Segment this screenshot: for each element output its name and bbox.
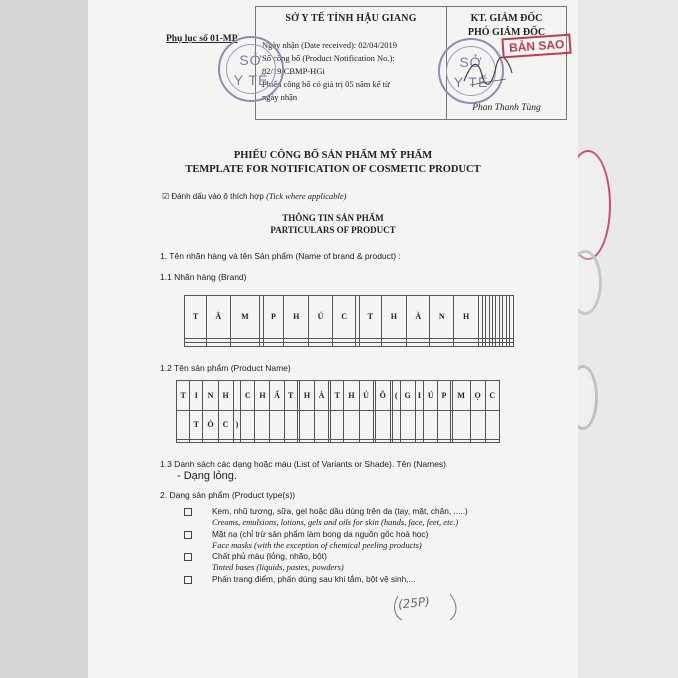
tick-instruction-vn: ☑ Đánh dấu vào ô thích hợp [162, 192, 264, 201]
official-seal-right: SỞ Y TẾ [438, 38, 504, 104]
receipt-box [255, 6, 447, 120]
grid-cell [381, 342, 406, 346]
grid-cell [424, 440, 438, 443]
grid-cell [470, 440, 485, 443]
grid-cell [299, 410, 314, 440]
grid-cell: T [185, 296, 207, 339]
option-4: Phấn trang điểm, phấn dùng sau khi tắm, bột vệ sinh,... [212, 574, 416, 584]
grid-cell [438, 440, 450, 443]
section-title-en: PARTICULARS OF PRODUCT [270, 225, 396, 235]
grid-cell: I [415, 381, 424, 411]
grid-cell: H [344, 381, 359, 411]
grid-cell [485, 440, 499, 443]
grid-cell [344, 410, 359, 440]
grid-cell [233, 381, 241, 411]
department-title: SỞ Y TẾ TỈNH HẬU GIANG [285, 13, 417, 24]
grid-cell [470, 410, 485, 440]
grid-cell [375, 410, 390, 440]
grid-cell [299, 440, 314, 443]
grid-cell: H [454, 296, 479, 339]
grid-cell: Â [207, 296, 231, 339]
grid-cell [485, 410, 499, 440]
grid-row [177, 410, 500, 440]
grid-cell: H [299, 381, 314, 411]
grid-cell: C [332, 296, 356, 339]
validity-line-1: Phiếu công bố có giá trị 05 năm kể từ [262, 79, 390, 89]
grid-cell [309, 342, 333, 346]
grid-cell: H [284, 296, 309, 339]
grid-cell [230, 342, 260, 346]
grid-cell [185, 342, 207, 346]
grid-cell: T [284, 381, 297, 411]
option-checkbox[interactable] [184, 508, 192, 516]
grid-cell: T [359, 296, 381, 339]
grid-cell [270, 410, 284, 440]
grid-cell [255, 440, 270, 443]
notification-no: 82/19/CBMP-HGi [262, 66, 325, 76]
grid-cell: À [314, 381, 328, 411]
grid-cell: M [230, 296, 260, 339]
grid-cell [218, 440, 233, 443]
grid-cell: ) [233, 410, 241, 440]
grid-row [177, 381, 500, 411]
grid-cell [375, 440, 390, 443]
grid-cell [177, 440, 190, 443]
grid-cell [452, 410, 470, 440]
grid-cell [454, 342, 479, 346]
grid-cell [424, 410, 438, 440]
grid-cell: À [406, 296, 430, 339]
item-2-label: 2. Dạng sản phẩm (Product type(s)) [160, 490, 296, 500]
grid-cell [241, 440, 255, 443]
grid-cell [233, 440, 241, 443]
grid-cell: G [400, 381, 415, 411]
grid-cell: Ó [203, 410, 218, 440]
grid-cell: N [203, 381, 218, 411]
grid-cell [406, 342, 430, 346]
tick-instruction [162, 191, 346, 201]
approver-line-1: KT. GIÁM ĐỐC [470, 13, 543, 24]
option-checkbox[interactable] [184, 553, 192, 561]
grid-cell [207, 342, 231, 346]
background-strip [578, 0, 678, 678]
grid-cell: C [218, 410, 233, 440]
grid-cell: Ô [375, 381, 390, 411]
grid-cell [314, 440, 328, 443]
grid-cell: H [381, 296, 406, 339]
official-seal-left: SỞ Y TẾ [218, 36, 284, 102]
grid-cell [510, 342, 514, 346]
option-checkbox[interactable] [184, 576, 192, 584]
grid-cell [392, 440, 400, 443]
grid-cell: Ú [309, 296, 333, 339]
grid-cell [359, 410, 373, 440]
grid-cell: M [452, 381, 470, 411]
grid-cell [359, 342, 381, 346]
grid-cell: ( [392, 381, 400, 411]
grid-cell [284, 342, 309, 346]
grid-cell [331, 410, 344, 440]
variant-value: - Dạng lỏng. [177, 470, 237, 482]
grid-row [177, 440, 500, 443]
grid-cell: H [218, 381, 233, 411]
grid-cell [415, 440, 424, 443]
grid-cell [314, 410, 328, 440]
grid-cell [270, 440, 284, 443]
grid-row [185, 296, 514, 339]
grid-cell [415, 410, 424, 440]
grid-cell [284, 410, 297, 440]
grid-cell: T [331, 381, 344, 411]
grid-cell: N [430, 296, 454, 339]
option-3: Chất phủ màu (lỏng, nhão, bột) Tinted bases (liquids, pastes, powders) [212, 551, 344, 572]
grid-cell [438, 410, 450, 440]
grid-cell [241, 410, 255, 440]
grid-cell: H [255, 381, 270, 411]
option-1: Kem, nhũ tương, sữa, gel hoặc dầu dùng trên da (tay, mặt, chân, .....) Creams, emulsions, lotions, gels and oils for skin (hands, face, feet, etc.) [212, 506, 468, 527]
date-received: Ngày nhận (Date received): 02/04/2019 [262, 40, 398, 50]
grid-cell: I [190, 381, 203, 411]
grid-cell [430, 342, 454, 346]
item-1-1-label: 1.1 Nhãn hàng (Brand) [160, 272, 247, 282]
item-1-2-label: 1.2 Tên sản phẩm (Product Name) [160, 363, 291, 373]
grid-cell: C [485, 381, 499, 411]
grid-cell: T [190, 410, 203, 440]
grid-cell [332, 342, 356, 346]
notification-no-label: Số công bố (Product Notification No.): [262, 53, 395, 63]
grid-cell: P [438, 381, 450, 411]
brand-grid [184, 295, 514, 347]
section-title-vn: THÔNG TIN SẢN PHẨM [282, 213, 384, 223]
grid-cell [344, 440, 359, 443]
grid-cell: T [177, 381, 190, 411]
grid-cell [190, 440, 203, 443]
grid-cell [392, 410, 400, 440]
grid-cell [400, 440, 415, 443]
handwritten-note: (25P) [397, 594, 431, 612]
grid-cell: Ọ [470, 381, 485, 411]
grid-cell: Ủ [359, 381, 373, 411]
product-name-grid [176, 380, 500, 443]
grid-cell: Ú [424, 381, 438, 411]
grid-cell [255, 410, 270, 440]
grid-cell [284, 440, 297, 443]
option-checkbox[interactable] [184, 531, 192, 539]
grid-cell: P [263, 296, 283, 339]
signer-name: Phan Thanh Tùng [472, 103, 541, 113]
option-2: Mặt nạ (chỉ trừ sản phẩm làm bong da nguồn gốc hoá học) Face masks (with the exception of chemical peeling products) [212, 529, 429, 550]
grid-cell [510, 296, 514, 339]
grid-cell [177, 410, 190, 440]
annex-label: Phụ lục số 01-MP [166, 34, 238, 44]
grid-cell [203, 440, 218, 443]
grid-row [185, 342, 514, 346]
grid-cell: Ấ [270, 381, 284, 411]
copy-stamp: BẢN SAO [501, 34, 572, 59]
signature-icon [462, 55, 514, 89]
grid-cell [359, 440, 373, 443]
item-1-label: 1. Tên nhãn hàng và tên Sản phẩm (Name of brand & product) : [160, 251, 401, 261]
validity-line-2: ngày nhận [262, 92, 298, 102]
approver-line-2: PHÓ GIÁM ĐỐC [467, 27, 546, 38]
grid-cell: C [241, 381, 255, 411]
form-title-en: TEMPLATE FOR NOTIFICATION OF COSMETIC PRODUCT [185, 164, 481, 175]
tick-instruction-en: (Tick where applicable) [266, 191, 347, 201]
form-title-vn: PHIẾU CÔNG BỐ SẢN PHẨM MỸ PHẨM [233, 150, 433, 161]
grid-cell [452, 440, 470, 443]
item-1-3-label: 1.3 Danh sách các dạng hoặc màu (List of Variants or Shade). Tên (Names) [160, 459, 446, 469]
grid-cell [331, 440, 344, 443]
grid-cell [400, 410, 415, 440]
grid-cell [263, 342, 283, 346]
